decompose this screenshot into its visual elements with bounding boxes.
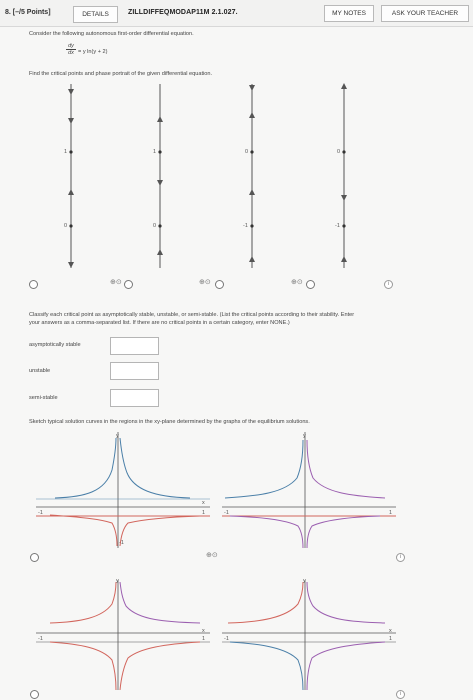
sketch-instruction: Sketch typical solution curves in the regions in the xy-plane determined by the graphs of the equilibrium solutions. [29, 419, 310, 425]
phase-4-label-top: 0 [337, 149, 341, 155]
graph-c-y-label: y [116, 578, 119, 584]
phase-1-label-top: 1 [64, 149, 68, 155]
phase-4-label-bottom: -1 [335, 223, 340, 229]
ask-teacher-button[interactable]: ASK YOUR TEACHER [381, 5, 469, 22]
graph-a-x-label: x [202, 500, 205, 506]
graph-b-tick-pos: 1 [389, 510, 393, 516]
graph-b-tick-neg: -1 [224, 510, 229, 516]
phase-1-magnifier-icon[interactable]: ⊕⊙ [110, 279, 122, 286]
derivative-numerator: dy [68, 43, 74, 49]
graph-d-tick-neg: -1 [224, 636, 229, 642]
graph-c-tick-pos: 1 [202, 636, 206, 642]
solution-info-icon-1[interactable]: i [396, 553, 405, 562]
graph-a-y-label: y [116, 433, 119, 439]
phase-3-label-bottom: -1 [243, 223, 248, 229]
graph-b-y-label: y [303, 433, 306, 439]
problem-code: ZILLDIFFEQMODAP11M 2.1.027. [128, 9, 238, 16]
asymptotically-stable-label: asymptotically stable [29, 342, 81, 348]
equation-rhs: = y ln(y + 2) [78, 49, 108, 55]
classify-line-2: your answers as a comma-separated list. If there are no critical points in a certain category, enter NONE.) [29, 320, 290, 326]
derivative-denominator: dx [66, 49, 76, 56]
phase-3-label-top: 0 [245, 149, 249, 155]
solution-magnifier-icon[interactable]: ⊕⊙ [206, 552, 218, 559]
solution-info-icon-2[interactable]: i [396, 690, 405, 699]
graph-d-x-label: x [389, 628, 392, 634]
prompt-instruction: Find the critical points and phase portrait of the given differential equation. [29, 71, 213, 77]
classify-line-1: Classify each critical point as asymptotically stable, unstable, or semi-stable. (List the critical points according to their stability. Enter [29, 312, 355, 318]
graph-c-tick-neg: -1 [38, 636, 43, 642]
my-notes-button[interactable]: MY NOTES [324, 5, 374, 22]
details-button[interactable]: DETAILS [73, 6, 118, 23]
prompt-intro: Consider the following autonomous first-order differential equation. [29, 31, 194, 37]
semi-stable-label: semi-stable [29, 395, 58, 401]
solution-graph-a [36, 432, 210, 548]
solution-graph-d [222, 580, 396, 690]
solution-option-3-radio[interactable] [30, 690, 39, 699]
graph-c-x-label: x [202, 628, 205, 634]
phase-2-magnifier-icon[interactable]: ⊕⊙ [199, 279, 211, 286]
phase-2-label-bottom: 0 [153, 223, 157, 229]
graph-a-tick-pos: 1 [202, 510, 206, 516]
unstable-label: unstable [29, 368, 51, 374]
solution-graph-c [36, 580, 210, 690]
solution-option-1-radio[interactable] [30, 553, 39, 562]
info-icon[interactable]: i [384, 280, 393, 289]
phase-1-label-bottom: 0 [64, 223, 68, 229]
phase-2-label-top: 1 [153, 149, 157, 155]
graph-a-tick-y: -1 [119, 540, 124, 546]
graph-d-tick-pos: 1 [389, 636, 393, 642]
solution-graph-b [222, 432, 396, 548]
graph-a-tick-neg: -1 [38, 510, 43, 516]
question-number: 8. [–/5 Points] [5, 9, 51, 16]
graph-d-y-label: y [303, 578, 306, 584]
phase-3-magnifier-icon[interactable]: ⊕⊙ [291, 279, 303, 286]
